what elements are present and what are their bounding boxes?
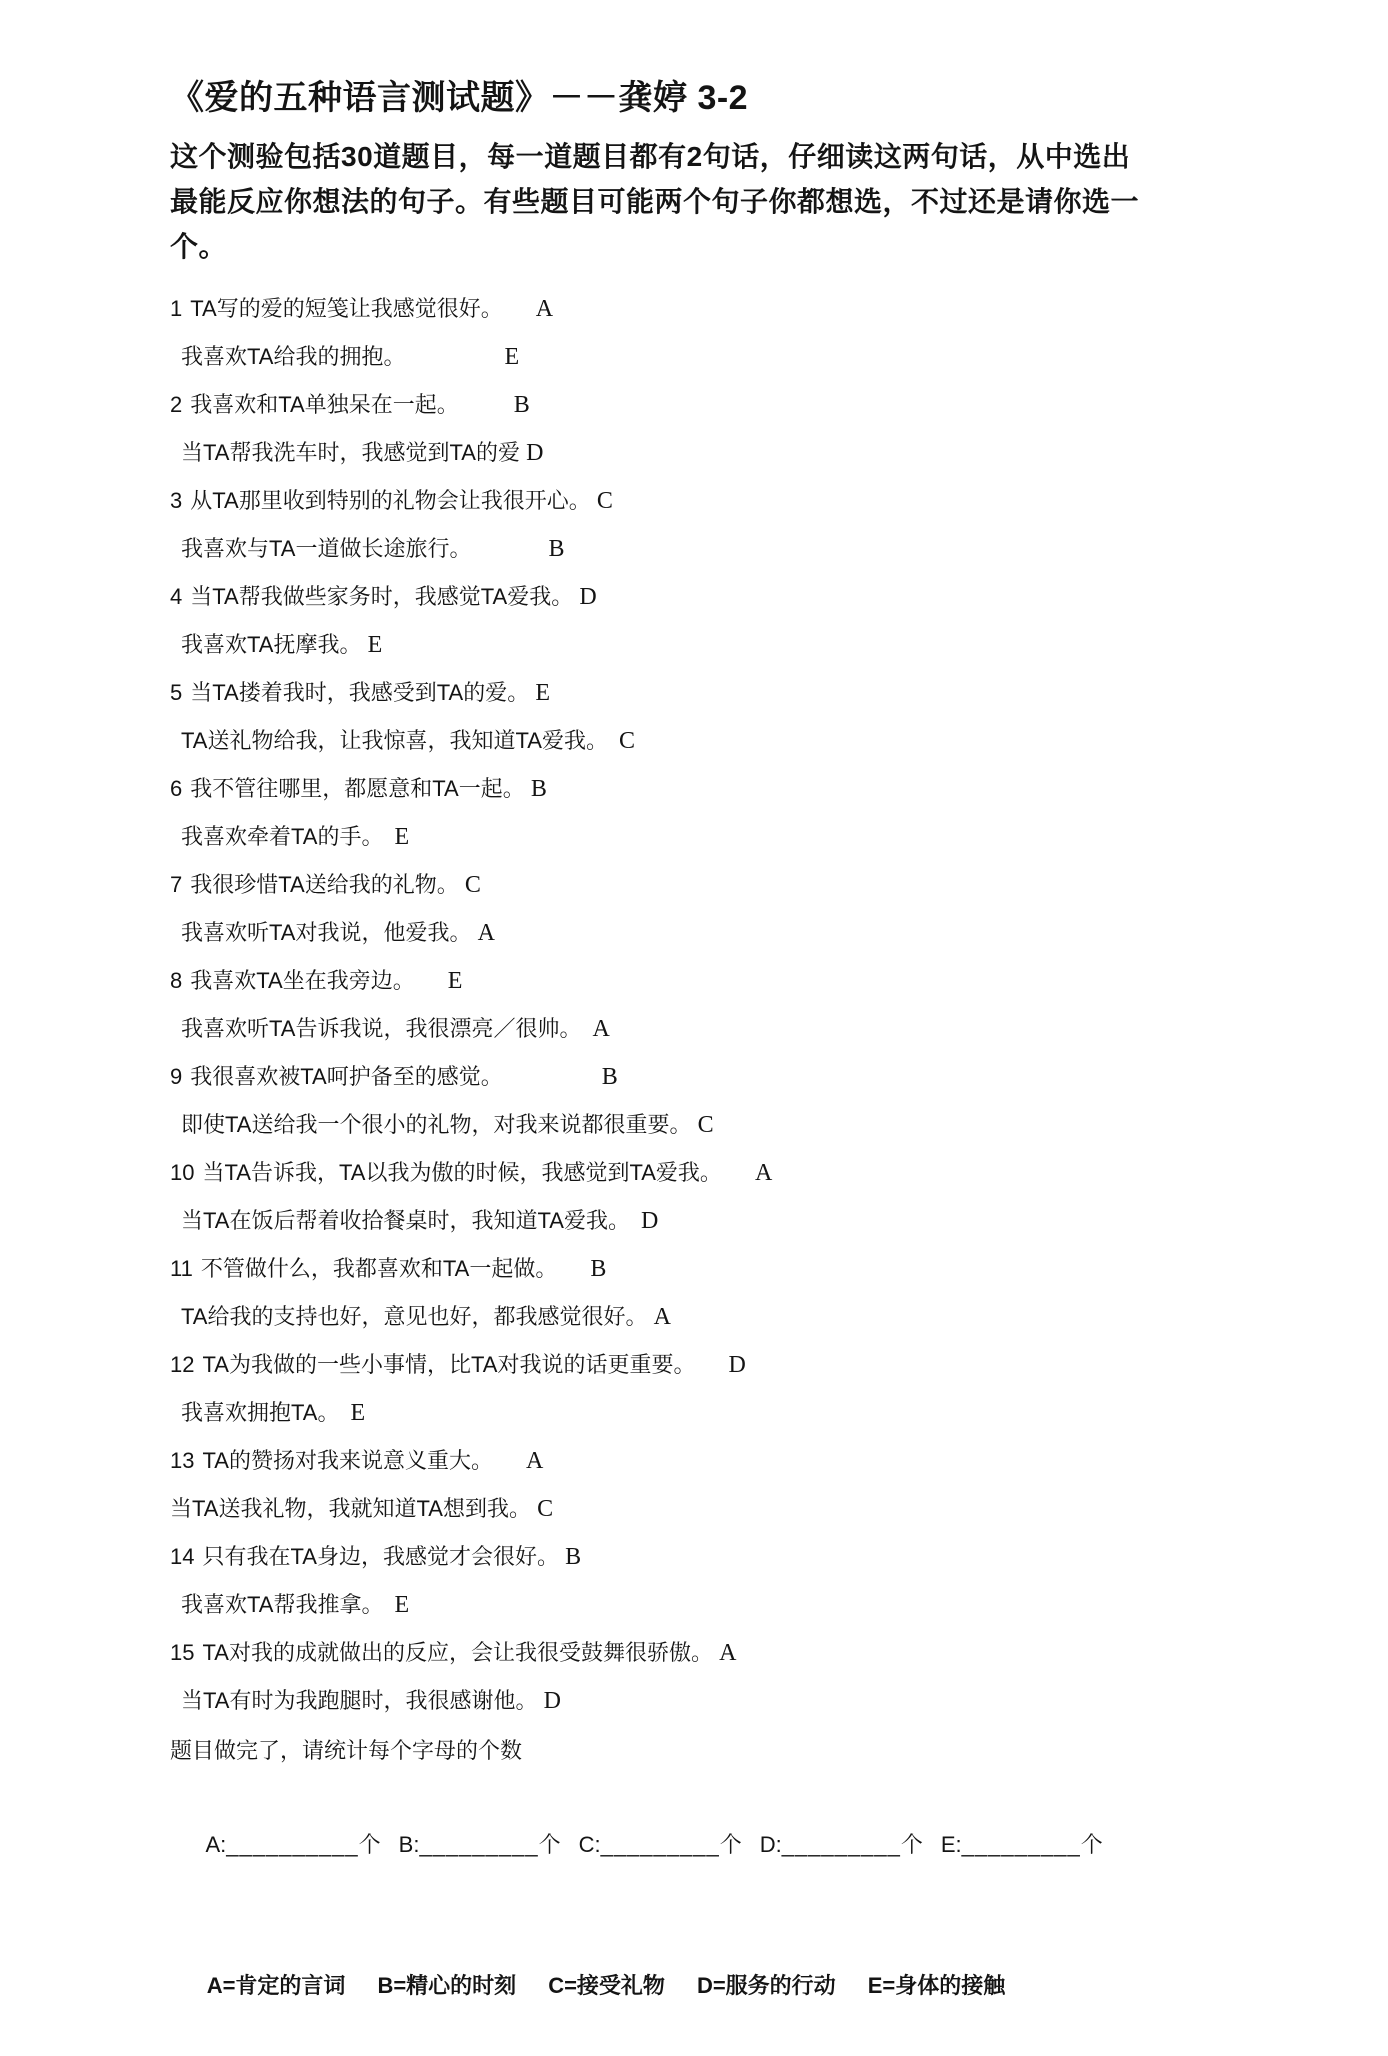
statement-text: 当TA帮我洗车时，我感觉到TA的爱 bbox=[181, 440, 520, 465]
question-number: 1 bbox=[170, 296, 183, 321]
statement-text: 当TA告诉我，TA以我为傲的时候，我感觉到TA爱我。 bbox=[202, 1160, 711, 1185]
gap bbox=[684, 1352, 728, 1377]
tally-item-d bbox=[760, 1832, 923, 1857]
statement-text: 我喜欢听TA告诉我说，我很漂亮／很帅。 bbox=[181, 1016, 571, 1041]
question-line bbox=[170, 957, 1258, 1005]
tally-label: D: bbox=[759, 1832, 782, 1857]
question-line bbox=[170, 1437, 1258, 1485]
tally-item-b bbox=[399, 1832, 561, 1857]
intro-line: 个。 bbox=[170, 231, 228, 262]
question-line bbox=[170, 1533, 1258, 1581]
statement-text: TA对我的成就做出的反应，会让我很受鼓舞很骄傲。 bbox=[202, 1640, 713, 1665]
question-line bbox=[170, 1293, 1258, 1341]
instruction-line: 题目做完了，请统计每个字母的个数 bbox=[170, 1738, 523, 1763]
tally-label: A: bbox=[205, 1832, 227, 1857]
legend-item-e: E=身体的接触 bbox=[867, 1973, 1006, 1998]
question-number: 10 bbox=[170, 1160, 195, 1185]
statement-letter: B bbox=[513, 392, 530, 418]
legend-line bbox=[170, 1915, 1258, 2056]
statement-text: 我喜欢TA帮我推拿。 bbox=[181, 1592, 373, 1617]
question-line bbox=[170, 1101, 1258, 1149]
question-number: 4 bbox=[170, 584, 183, 609]
tally-blank: _________ bbox=[419, 1832, 539, 1857]
statement-text: 当TA在饭后帮着收拾餐桌时，我知道TA爱我。 bbox=[181, 1208, 619, 1233]
statement-letter: A bbox=[525, 1448, 544, 1474]
statement-text: 当TA帮我做些家务时，我感觉TA爱我。 bbox=[190, 584, 574, 609]
statement-text: 只有我在TA身边，我感觉才会很好。 bbox=[202, 1544, 559, 1569]
statement-letter: B bbox=[548, 536, 565, 562]
gap bbox=[404, 968, 448, 993]
statement-letter: D bbox=[640, 1208, 659, 1234]
question-line bbox=[170, 861, 1258, 909]
legend-item-b: B=精心的时刻 bbox=[377, 1973, 517, 1998]
question-line bbox=[170, 1053, 1258, 1101]
tally-unit: 个 bbox=[719, 1832, 742, 1857]
tally-unit: 个 bbox=[900, 1832, 923, 1857]
intro-paragraph bbox=[170, 134, 1258, 269]
statement-letter: B bbox=[590, 1256, 607, 1282]
statement-letter: E bbox=[504, 344, 520, 370]
tally-blank: _________ bbox=[600, 1832, 720, 1857]
question-number: 12 bbox=[170, 1352, 195, 1377]
statement-text: TA写的爱的短笺让我感觉很好。 bbox=[190, 296, 492, 321]
question-number: 14 bbox=[170, 1544, 195, 1569]
statement-letter: A bbox=[653, 1304, 671, 1330]
tally-label: C: bbox=[578, 1832, 601, 1857]
question-number: 11 bbox=[170, 1256, 193, 1281]
statement-letter: C bbox=[596, 488, 613, 514]
question-number: 2 bbox=[170, 392, 183, 417]
statement-text: 当TA搂着我时，我感受到TA的爱。 bbox=[190, 680, 530, 705]
gap bbox=[597, 728, 619, 753]
question-line bbox=[170, 1485, 1258, 1533]
statement-letter: D bbox=[526, 440, 544, 466]
statement-letter: C bbox=[537, 1496, 554, 1522]
statement-letter: D bbox=[579, 584, 597, 610]
question-line bbox=[170, 1005, 1258, 1053]
statement-letter: A bbox=[535, 296, 554, 322]
statement-letter: A bbox=[592, 1016, 610, 1042]
statement-letter: D bbox=[728, 1352, 746, 1378]
question-line bbox=[170, 1341, 1258, 1389]
intro-line: 这个测验包括30道题目，每一道题目都有2句话，仔细读这两句话，从中选出 bbox=[170, 141, 1131, 172]
statement-text: 我喜欢TA抚摩我。 bbox=[181, 632, 362, 657]
question-line bbox=[170, 669, 1258, 717]
question-line bbox=[170, 525, 1258, 573]
statement-text: 当TA送我礼物，我就知道TA想到我。 bbox=[170, 1496, 531, 1521]
question-line bbox=[170, 765, 1258, 813]
statement-text: 我不管往哪里，都愿意和TA一起。 bbox=[190, 776, 525, 801]
statement-text: 我很珍惜TA送给我的礼物。 bbox=[190, 872, 459, 897]
gap bbox=[394, 344, 504, 369]
legend-item-d: D=服务的行动 bbox=[696, 1973, 836, 1998]
statement-letter: D bbox=[543, 1688, 561, 1714]
statement-letter: C bbox=[618, 728, 635, 754]
statement-letter: B bbox=[565, 1544, 582, 1570]
statement-letter: B bbox=[530, 776, 547, 802]
question-number: 8 bbox=[170, 968, 183, 993]
question-number: 5 bbox=[170, 680, 183, 705]
statement-letter: B bbox=[601, 1064, 618, 1090]
gap bbox=[492, 1064, 602, 1089]
gap bbox=[711, 1160, 755, 1185]
question-line bbox=[170, 1197, 1258, 1245]
statement-text: 即使TA送给我一个很小的礼物，对我来说都很重要。 bbox=[181, 1112, 692, 1137]
statement-text: TA送礼物给我，让我惊喜，我知道TA爱我。 bbox=[181, 728, 597, 753]
gap bbox=[570, 1016, 592, 1041]
question-line bbox=[170, 621, 1258, 669]
tally-label: B: bbox=[398, 1832, 420, 1857]
statement-text: TA为我做的一些小事情，比TA对我说的话更重要。 bbox=[202, 1352, 685, 1377]
gap bbox=[460, 536, 548, 561]
question-line bbox=[170, 429, 1258, 477]
statement-letter: E bbox=[350, 1400, 366, 1426]
tally-blank: __________ bbox=[226, 1832, 359, 1857]
statement-text: 不管做什么，我都喜欢和TA一起做。 bbox=[200, 1256, 547, 1281]
statement-text: TA的赞扬对我来说意义重大。 bbox=[202, 1448, 482, 1473]
tally-blank: _________ bbox=[781, 1832, 901, 1857]
question-line bbox=[170, 1581, 1258, 1629]
statement-text: 我喜欢牵着TA的手。 bbox=[181, 824, 373, 849]
statement-text: 当TA有时为我跑腿时，我很感谢他。 bbox=[181, 1688, 538, 1713]
tally-unit: 个 bbox=[358, 1832, 381, 1857]
question-line bbox=[170, 477, 1258, 525]
question-line bbox=[170, 1629, 1258, 1677]
statement-text: TA给我的支持也好，意见也好，都我感觉很好。 bbox=[181, 1304, 648, 1329]
gap bbox=[448, 392, 514, 417]
gap bbox=[619, 1208, 641, 1233]
question-line bbox=[170, 813, 1258, 861]
statement-text: 我喜欢TA坐在我旁边。 bbox=[190, 968, 404, 993]
statement-letter: A bbox=[754, 1160, 773, 1186]
question-line bbox=[170, 285, 1258, 333]
legend-item-a: A=肯定的言词 bbox=[206, 1973, 346, 1998]
tally-item-c bbox=[579, 1832, 742, 1857]
statement-text: 我喜欢与TA一道做长途旅行。 bbox=[181, 536, 461, 561]
gap bbox=[546, 1256, 590, 1281]
question-number: 9 bbox=[170, 1064, 183, 1089]
statement-letter: A bbox=[477, 920, 495, 946]
gap bbox=[372, 824, 394, 849]
statement-letter: C bbox=[697, 1112, 714, 1138]
gap bbox=[482, 1448, 526, 1473]
footer bbox=[170, 1727, 1258, 2056]
question-number: 6 bbox=[170, 776, 183, 801]
question-list bbox=[170, 285, 1258, 1725]
question-line bbox=[170, 333, 1258, 381]
tally-unit: 个 bbox=[538, 1832, 561, 1857]
question-line bbox=[170, 1245, 1258, 1293]
statement-letter: A bbox=[719, 1640, 737, 1666]
question-line bbox=[170, 909, 1258, 957]
statement-text: 我喜欢TA给我的拥抱。 bbox=[181, 344, 395, 369]
statement-text: 从TA那里收到特别的礼物会让我很开心。 bbox=[190, 488, 591, 513]
tally-label: E: bbox=[940, 1832, 962, 1857]
gap bbox=[372, 1592, 394, 1617]
statement-letter: E bbox=[447, 968, 463, 994]
statement-text: 我喜欢和TA单独呆在一起。 bbox=[190, 392, 448, 417]
statement-text: 我很喜欢被TA呵护备至的感觉。 bbox=[190, 1064, 492, 1089]
tally-unit: 个 bbox=[1080, 1832, 1103, 1857]
question-number: 15 bbox=[170, 1640, 195, 1665]
page-title: 《爱的五种语言测试题》－－龚婷 3-2 bbox=[170, 79, 749, 117]
question-number: 13 bbox=[170, 1448, 195, 1473]
question-number: 7 bbox=[170, 872, 183, 897]
question-line bbox=[170, 1389, 1258, 1437]
legend-item-c: C=接受礼物 bbox=[548, 1973, 665, 1998]
question-line bbox=[170, 381, 1258, 429]
gap bbox=[492, 296, 536, 321]
statement-text: 我喜欢听TA对我说，他爱我。 bbox=[181, 920, 472, 945]
statement-text: 我喜欢拥抱TA。 bbox=[181, 1400, 329, 1425]
question-line bbox=[170, 1677, 1258, 1725]
intro-line: 最能反应你想法的句子。有些题目可能两个句子你都想选，不过还是请你选一 bbox=[170, 186, 1140, 217]
question-line bbox=[170, 717, 1258, 765]
question-line bbox=[170, 1149, 1258, 1197]
tally-item-a bbox=[205, 1832, 380, 1857]
statement-letter: E bbox=[394, 824, 410, 850]
tally-blank: _________ bbox=[961, 1832, 1081, 1857]
question-line bbox=[170, 573, 1258, 621]
tally-item-e bbox=[941, 1832, 1103, 1857]
statement-letter: E bbox=[535, 680, 551, 706]
question-number: 3 bbox=[170, 488, 183, 513]
gap bbox=[328, 1400, 350, 1425]
statement-letter: E bbox=[367, 632, 383, 658]
statement-letter: C bbox=[464, 872, 481, 898]
statement-letter: E bbox=[394, 1592, 410, 1618]
